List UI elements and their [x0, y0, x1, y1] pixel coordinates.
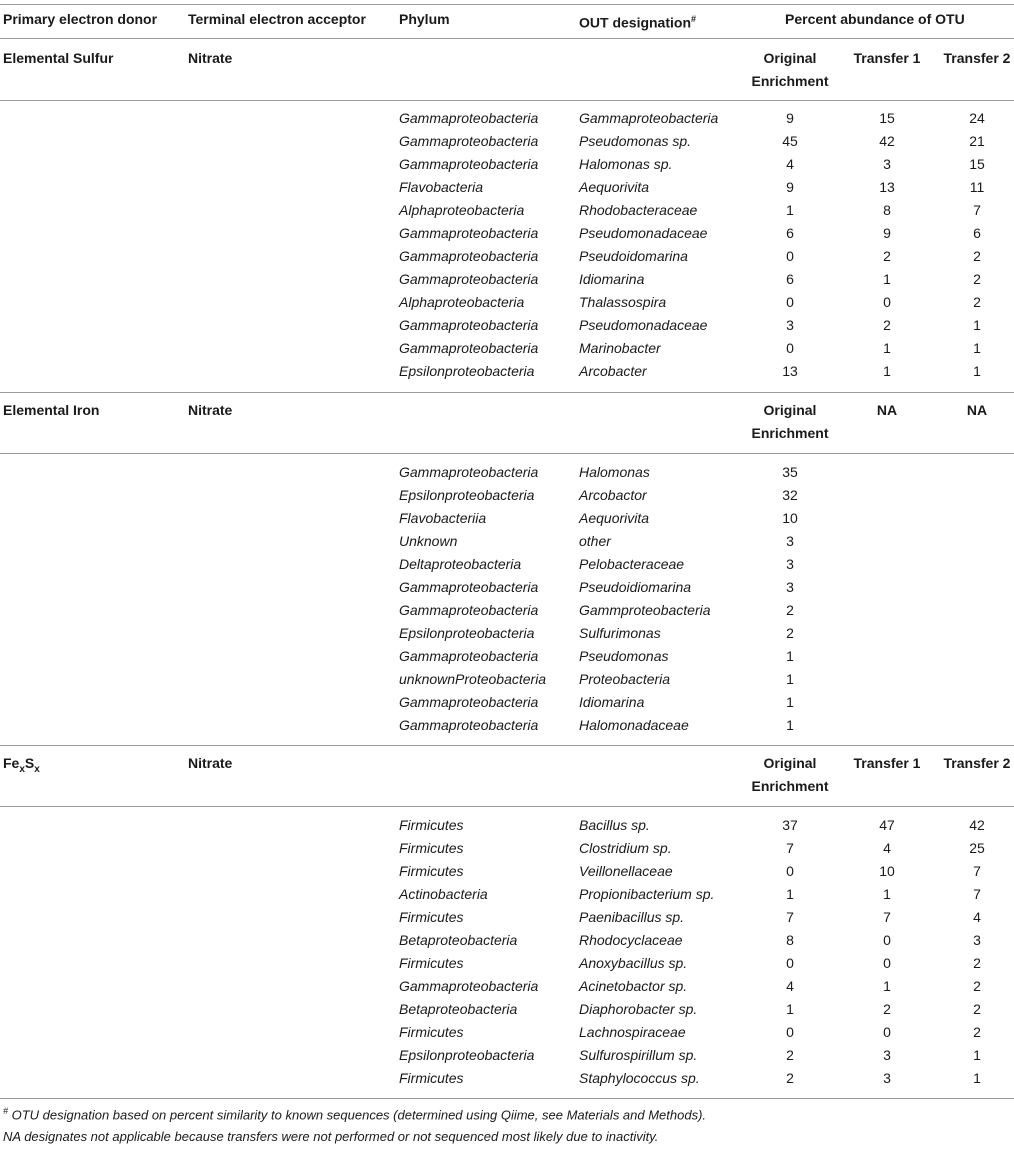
phylum-cell: Alphaproteobacteria [399, 294, 525, 310]
column-transfer-1: NA [876, 402, 898, 418]
transfer-2-cell: 7 [973, 863, 981, 879]
original-enrichment-cell: 1 [786, 886, 794, 902]
table-row [0, 691, 1014, 714]
transfer-1-cell: 0 [883, 294, 891, 310]
original-enrichment-cell: 10 [782, 510, 798, 526]
phylum-cell: Firmicutes [399, 1070, 464, 1086]
top-rule [0, 4, 1014, 5]
transfer-2-cell: 1 [973, 340, 981, 356]
column-original-enrichment [748, 752, 832, 798]
section-rule [0, 806, 1014, 807]
phylum-cell: Epsilonproteobacteria [399, 625, 535, 641]
transfer-2-cell: 24 [969, 110, 985, 126]
bottom-rule [0, 1098, 1014, 1099]
transfer-1-cell: 47 [879, 817, 895, 833]
phylum-cell: Epsilonproteobacteria [399, 363, 535, 379]
otu-cell: Pseudomonas sp. [579, 133, 692, 149]
phylum-cell: Flavobacteriia [399, 510, 487, 526]
table-row [0, 291, 1014, 314]
otu-cell: Sulfurospirillum sp. [579, 1047, 698, 1063]
phylum-cell: Gammaproteobacteria [399, 694, 539, 710]
table-row [0, 668, 1014, 691]
original-enrichment-cell: 37 [782, 817, 798, 833]
section-donor [3, 752, 40, 781]
header-donor: Primary electron donor [3, 11, 158, 27]
header-otu [579, 8, 696, 35]
original-enrichment-cell: 9 [786, 179, 794, 195]
footnote-otu-text: OTU designation based on percent similarity to known sequences (determined using Qiime, see Materials and Methods). [8, 1107, 707, 1123]
table-row [0, 107, 1014, 130]
column-original-enrichment [748, 47, 832, 93]
original-enrichment-cell: 0 [786, 863, 794, 879]
original-enrichment-cell: 2 [786, 602, 794, 618]
table-row [0, 530, 1014, 553]
transfer-2-cell: 2 [973, 248, 981, 264]
transfer-2-cell: 3 [973, 932, 981, 948]
original-enrichment-cell: 1 [786, 202, 794, 218]
otu-cell: Gammaproteobacteria [579, 110, 719, 126]
otu-cell: Rhodocyclaceae [579, 932, 683, 948]
otu-cell: Pelobacteraceae [579, 556, 685, 572]
phylum-cell: Betaproteobacteria [399, 1001, 518, 1017]
transfer-1-cell: 2 [883, 1001, 891, 1017]
original-enrichment-cell: 2 [786, 1047, 794, 1063]
original-enrichment-cell: 3 [786, 579, 794, 595]
otu-cell: Diaphorobacter sp. [579, 1001, 698, 1017]
transfer-2-cell: 15 [969, 156, 985, 172]
otu-cell: Pseudomonas [579, 648, 669, 664]
table-row [0, 268, 1014, 291]
phylum-cell: Flavobacteria [399, 179, 484, 195]
phylum-cell: Gammaproteobacteria [399, 579, 539, 595]
footnote-mark: # [3, 1106, 9, 1116]
otu-cell: Idiomarina [579, 694, 645, 710]
original-enrichment-cell: 0 [786, 1024, 794, 1040]
original-enrichment-cell: 1 [786, 1001, 794, 1017]
phylum-cell: Firmicutes [399, 909, 464, 925]
donor-fe: Fe [3, 755, 20, 771]
transfer-1-cell: 9 [883, 225, 891, 241]
phylum-cell: Firmicutes [399, 817, 464, 833]
otu-cell: Pseudoidomarina [579, 248, 688, 264]
header-otu-mark: # [691, 14, 697, 24]
transfer-2-cell: 2 [973, 978, 981, 994]
transfer-2-cell: 11 [969, 179, 985, 195]
otu-cell: Veillonellaceae [579, 863, 673, 879]
table-row [0, 222, 1014, 245]
table-row [0, 1021, 1014, 1044]
original-enrichment-cell: 3 [786, 533, 794, 549]
original-enrichment-cell: 7 [786, 909, 794, 925]
phylum-cell: Gammaproteobacteria [399, 225, 539, 241]
transfer-2-cell: 21 [969, 133, 985, 149]
table-row [0, 484, 1014, 507]
otu-cell: Proteobacteria [579, 671, 671, 687]
otu-cell: Sulfurimonas [579, 625, 661, 641]
original-enrichment-cell: 1 [786, 694, 794, 710]
otu-cell: Gammproteobacteria [579, 602, 711, 618]
original-enrichment-cell: 9 [786, 110, 794, 126]
phylum-cell: Deltaproteobacteria [399, 556, 522, 572]
transfer-2-cell: 2 [973, 294, 981, 310]
table-row [0, 998, 1014, 1021]
header-abundance: Percent abundance of OTU [785, 11, 965, 27]
original-enrichment-cell: 32 [782, 487, 798, 503]
column-label-line: Enrichment [751, 73, 829, 89]
original-enrichment-cell: 0 [786, 248, 794, 264]
footnote-otu [3, 1106, 706, 1122]
transfer-1-cell: 0 [883, 955, 891, 971]
phylum-cell: Gammaproteobacteria [399, 110, 539, 126]
otu-cell: Pseudoidiomarina [579, 579, 692, 595]
transfer-1-cell: 7 [883, 909, 891, 925]
transfer-2-cell: 2 [973, 1001, 981, 1017]
phylum-cell: Gammaproteobacteria [399, 602, 539, 618]
table-row [0, 952, 1014, 975]
transfer-2-cell: 1 [973, 1047, 981, 1063]
column-transfer-1: Transfer 1 [853, 755, 921, 771]
transfer-2-cell: 2 [973, 955, 981, 971]
original-enrichment-cell: 2 [786, 1070, 794, 1086]
transfer-2-cell: 2 [973, 271, 981, 287]
otu-cell: Halomonadaceae [579, 717, 689, 733]
table-row [0, 553, 1014, 576]
table-row [0, 975, 1014, 998]
transfer-1-cell: 10 [879, 863, 895, 879]
transfer-1-cell: 0 [883, 932, 891, 948]
section-rule [0, 453, 1014, 454]
donor-sub: x [19, 763, 25, 775]
transfer-1-cell: 0 [883, 1024, 891, 1040]
phylum-cell: Gammaproteobacteria [399, 464, 539, 480]
section-divider [0, 745, 1014, 746]
transfer-1-cell: 1 [883, 886, 891, 902]
section-acceptor: Nitrate [188, 50, 233, 66]
otu-cell: Bacillus sp. [579, 817, 650, 833]
original-enrichment-cell: 0 [786, 955, 794, 971]
table-row [0, 906, 1014, 929]
column-label-line: Original [763, 50, 817, 66]
table-row [0, 837, 1014, 860]
column-label-line: Original [763, 402, 817, 418]
original-enrichment-cell: 3 [786, 317, 794, 333]
section-acceptor: Nitrate [188, 755, 233, 771]
header-rule [0, 38, 1014, 39]
phylum-cell: Epsilonproteobacteria [399, 487, 535, 503]
otu-cell: Arcobactor [579, 487, 647, 503]
phylum-cell: Firmicutes [399, 840, 464, 856]
table-row [0, 314, 1014, 337]
table-row [0, 360, 1014, 383]
transfer-2-cell: 1 [973, 1070, 981, 1086]
transfer-2-cell: 1 [973, 317, 981, 333]
original-enrichment-cell: 1 [786, 648, 794, 664]
phylum-cell: Gammaproteobacteria [399, 317, 539, 333]
original-enrichment-cell: 6 [786, 225, 794, 241]
table-row [0, 337, 1014, 360]
transfer-2-cell: 2 [973, 1024, 981, 1040]
original-enrichment-cell: 13 [782, 363, 798, 379]
otu-cell: Staphylococcus sp. [579, 1070, 700, 1086]
original-enrichment-cell: 3 [786, 556, 794, 572]
section-divider [0, 392, 1014, 393]
transfer-2-cell: 4 [973, 909, 981, 925]
table-row [0, 1044, 1014, 1067]
transfer-1-cell: 1 [883, 340, 891, 356]
table-row [0, 645, 1014, 668]
original-enrichment-cell: 0 [786, 340, 794, 356]
original-enrichment-cell: 8 [786, 932, 794, 948]
section-donor: Elemental Iron [3, 402, 100, 418]
original-enrichment-cell: 4 [786, 978, 794, 994]
table-row [0, 714, 1014, 737]
transfer-2-cell: 6 [973, 225, 981, 241]
otu-cell: Aequorivita [579, 179, 650, 195]
original-enrichment-cell: 0 [786, 294, 794, 310]
section-rule [0, 100, 1014, 101]
otu-cell: Lachnospiraceae [579, 1024, 686, 1040]
column-label-line: Enrichment [751, 425, 829, 441]
transfer-2-cell: 7 [973, 202, 981, 218]
phylum-cell: Betaproteobacteria [399, 932, 518, 948]
transfer-2-cell: 25 [969, 840, 985, 856]
table-row [0, 461, 1014, 484]
otu-cell: Aequorivita [579, 510, 650, 526]
transfer-1-cell: 3 [883, 1070, 891, 1086]
otu-cell: other [579, 533, 611, 549]
table-row [0, 883, 1014, 906]
transfer-1-cell: 2 [883, 248, 891, 264]
phylum-cell: unknownProteobacteria [399, 671, 547, 687]
phylum-cell: Epsilonproteobacteria [399, 1047, 535, 1063]
transfer-2-cell: 1 [973, 363, 981, 379]
otu-cell: Idiomarina [579, 271, 645, 287]
table-row [0, 245, 1014, 268]
original-enrichment-cell: 45 [782, 133, 798, 149]
otu-cell: Rhodobacteraceae [579, 202, 698, 218]
otu-cell: Pseudomonadaceae [579, 225, 708, 241]
column-transfer-2: Transfer 2 [943, 50, 1011, 66]
phylum-cell: Gammaproteobacteria [399, 156, 539, 172]
otu-cell: Thalassospira [579, 294, 667, 310]
transfer-1-cell: 4 [883, 840, 891, 856]
phylum-cell: Gammaproteobacteria [399, 648, 539, 664]
transfer-1-cell: 1 [883, 271, 891, 287]
table-row [0, 1067, 1014, 1090]
header-phylum: Phylum [399, 11, 450, 27]
table-row [0, 199, 1014, 222]
column-transfer-2: Transfer 2 [943, 755, 1011, 771]
transfer-1-cell: 13 [879, 179, 895, 195]
table-row [0, 507, 1014, 530]
original-enrichment-cell: 1 [786, 717, 794, 733]
table-row [0, 860, 1014, 883]
phylum-cell: Gammaproteobacteria [399, 133, 539, 149]
column-transfer-1: Transfer 1 [853, 50, 921, 66]
original-enrichment-cell: 1 [786, 671, 794, 687]
transfer-1-cell: 42 [879, 133, 895, 149]
otu-cell: Anoxybacillus sp. [579, 955, 688, 971]
table-row [0, 929, 1014, 952]
original-enrichment-cell: 7 [786, 840, 794, 856]
section-donor: Elemental Sulfur [3, 50, 114, 66]
phylum-cell: Firmicutes [399, 863, 464, 879]
original-enrichment-cell: 4 [786, 156, 794, 172]
donor-sub: x [34, 763, 40, 775]
table-row [0, 576, 1014, 599]
footnote-na: NA designates not applicable because transfers were not performed or not sequenced most likely due to inactivity. [3, 1129, 659, 1144]
original-enrichment-cell: 2 [786, 625, 794, 641]
phylum-cell: Actinobacteria [399, 886, 488, 902]
column-transfer-2: NA [966, 402, 988, 418]
transfer-1-cell: 1 [883, 978, 891, 994]
phylum-cell: Gammaproteobacteria [399, 248, 539, 264]
transfer-1-cell: 15 [879, 110, 895, 126]
column-label-line: Enrichment [751, 778, 829, 794]
phylum-cell: Unknown [399, 533, 458, 549]
phylum-cell: Gammaproteobacteria [399, 978, 539, 994]
donor-s: S [24, 755, 35, 771]
phylum-cell: Alphaproteobacteria [399, 202, 525, 218]
transfer-1-cell: 1 [883, 363, 891, 379]
otu-cell: Propionibacterium sp. [579, 886, 715, 902]
otu-cell: Arcobacter [579, 363, 647, 379]
otu-cell: Paenibacillus sp. [579, 909, 685, 925]
phylum-cell: Gammaproteobacteria [399, 717, 539, 733]
original-enrichment-cell: 6 [786, 271, 794, 287]
transfer-2-cell: 42 [969, 817, 985, 833]
transfer-1-cell: 8 [883, 202, 891, 218]
header-acceptor: Terminal electron acceptor [188, 11, 366, 27]
otu-cell: Halomonas sp. [579, 156, 673, 172]
otu-cell: Acinetobactor sp. [579, 978, 688, 994]
transfer-1-cell: 3 [883, 1047, 891, 1063]
table-row [0, 599, 1014, 622]
section-acceptor: Nitrate [188, 402, 233, 418]
phylum-cell: Firmicutes [399, 955, 464, 971]
table-row [0, 153, 1014, 176]
original-enrichment-cell: 35 [782, 464, 798, 480]
table-row [0, 814, 1014, 837]
table-row [0, 176, 1014, 199]
table-row [0, 130, 1014, 153]
column-label-line: Original [763, 755, 817, 771]
table-row [0, 622, 1014, 645]
otu-cell: Halomonas [579, 464, 650, 480]
header-otu-label: OUT designation [579, 14, 691, 31]
phylum-cell: Gammaproteobacteria [399, 271, 539, 287]
phylum-cell: Firmicutes [399, 1024, 464, 1040]
otu-cell: Pseudomonadaceae [579, 317, 708, 333]
otu-cell: Marinobacter [579, 340, 661, 356]
transfer-1-cell: 2 [883, 317, 891, 333]
transfer-2-cell: 7 [973, 886, 981, 902]
otu-cell: Clostridium sp. [579, 840, 672, 856]
phylum-cell: Gammaproteobacteria [399, 340, 539, 356]
column-original-enrichment [748, 399, 832, 445]
transfer-1-cell: 3 [883, 156, 891, 172]
